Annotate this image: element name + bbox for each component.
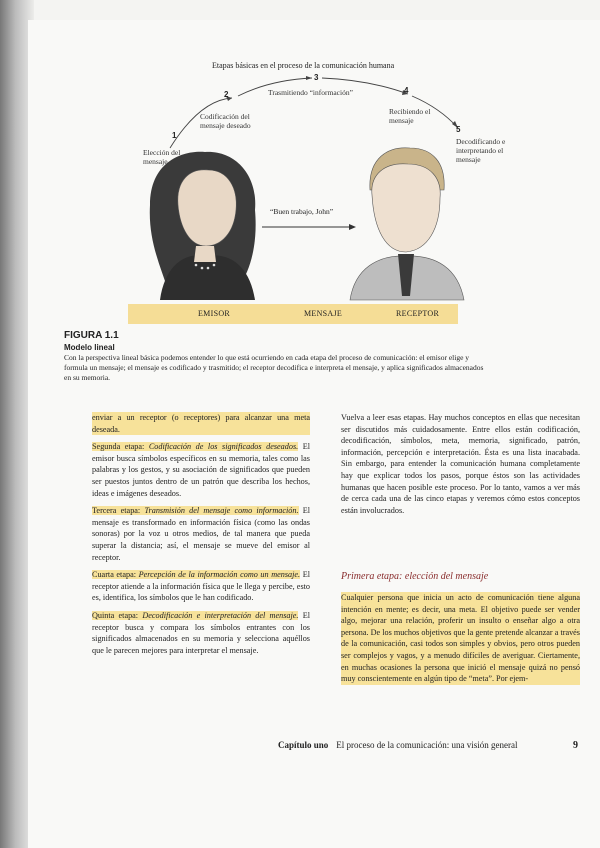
figure-caption-subtitle: Modelo lineal bbox=[64, 343, 115, 352]
stage-body: El receptor atiende a la información física que le llega y percibe, esto es, identifica, los símbolos que le han codificado. bbox=[92, 570, 310, 603]
left-paragraph-3 bbox=[92, 505, 310, 563]
sender-woman-illustration bbox=[150, 152, 256, 300]
left-paragraph-1: enviar a un receptor (o receptores) para alcanzar una meta deseada. bbox=[92, 413, 310, 434]
right-column-intro bbox=[341, 412, 580, 522]
running-footer bbox=[278, 740, 517, 750]
stage-title: Codificación de los significados deseados. bbox=[148, 442, 299, 452]
step-label-2: Codificación del mensaje deseado bbox=[200, 112, 251, 130]
right-column-body bbox=[341, 592, 580, 691]
figure-caption-label: FIGURA 1.1 bbox=[64, 330, 119, 341]
receiver-man-illustration bbox=[350, 148, 464, 300]
step-number-4: 4 bbox=[404, 86, 409, 95]
figure-title: Etapas básicas en el proceso de la comunicación humana bbox=[212, 61, 395, 70]
band-receptor: RECEPTOR bbox=[396, 309, 440, 318]
left-paragraph-2 bbox=[92, 441, 310, 499]
figure-caption-text: Con la perspectiva lineal básica podemos entender lo que está ocurriendo en cada etapa del proceso de comunicación: el emisor elige y formula un mensaje; el mensaje es codificado y trasmitido; el receptor decodifica e interpreta el mensaje, y aplica significados almacenados en su memoria. bbox=[64, 353, 484, 382]
right-paragraph-1: Vuelva a leer esas etapas. Hay muchos conceptos en ellas que necesitan ser discutidos más cuidadosamente. Entre ellos están codificación, decodificación, símbolos, meta, memoria, significado, patrón, información, percepción e interpretación. Ésta es una lista inacabada. Sin embargo, para entender la comunicación humana completamente hay que explicar todos los pasos, porque éstos son las actividades humanas que hacen posible este proceso. Por lo tanto, vamos a ver más de cerca cada una de las cinco etapas y veremos cómo estos conceptos están involucrados. bbox=[341, 413, 580, 515]
step-label-3: Trasmitiendo “información” bbox=[268, 88, 353, 97]
step-label-4: Recibiendo el mensaje bbox=[389, 107, 431, 125]
footer-chapter: Capítulo uno bbox=[278, 740, 329, 750]
stage-title: Percepción de la información como un mensaje. bbox=[138, 570, 301, 580]
stage-lead: Tercera etapa: bbox=[92, 506, 145, 516]
step-label-1: Elección del mensaje bbox=[143, 148, 181, 166]
stage-body: El receptor busca y compara los símbolos entrantes con los significados almacenados en su memoria y selecciona aquéllos que le parecen mejores para interpretar el mensaje. bbox=[92, 610, 310, 655]
roles-band bbox=[128, 304, 458, 324]
footer-title: El proceso de la comunicación: una visión general bbox=[336, 740, 518, 750]
left-paragraph-4 bbox=[92, 569, 310, 604]
stage-title: Decodificación e interpretación del mensaje. bbox=[142, 610, 299, 620]
band-mensaje: MENSAJE bbox=[304, 309, 343, 318]
step-number-5: 5 bbox=[456, 125, 461, 134]
right-paragraph-2: Cualquier persona que inicia un acto de comunicación tiene alguna intención en mente; es decir, una meta. El objetivo puede ser vender algo, mejorar una relación, proferir un insulto o enseñar algo a otra persona. De los muchos objetivos que la gente pretende alcanzar a través de la comunicación, casi todos son simples y obvios, pero otros pueden ser complejos y vagos, y a menudo difíciles de averiguar. Ciertamente, en muchas ocasiones la persona que inició el mensaje quizá no pensó muy conscientemente en algún tipo de “meta”. Por ejem- bbox=[341, 593, 580, 684]
stage-body: El emisor busca símbolos específicos en su memoria, tales como las palabras y los gestos, y su asociación de significados que pueden ser puestos juntos dentro de un patrón que describa los hechos, ideas e imágenes deseados. bbox=[92, 442, 310, 498]
stage-lead: Cuarta etapa: bbox=[92, 570, 139, 580]
step-number-3: 3 bbox=[314, 73, 319, 82]
left-column bbox=[92, 412, 310, 662]
step-label-5: Decodificando e interpretando el mensaje bbox=[456, 137, 506, 164]
stage-title: Transmisión del mensaje como información. bbox=[144, 506, 299, 516]
step-number-1: 1 bbox=[172, 131, 177, 140]
band-emisor: EMISOR bbox=[198, 309, 231, 318]
step-number-2: 2 bbox=[224, 90, 229, 99]
left-paragraph-5 bbox=[92, 610, 310, 656]
stage-lead: Segunda etapa: bbox=[92, 442, 149, 452]
stage-body: El mensaje es transformado en información física (como las ondas sonoras) por la voz u otros medios, de tal manera que pueda superar la distancia; así, el mensaje se mueve del emisor al receptor. bbox=[92, 506, 311, 562]
speech-text: “Buen trabajo, John” bbox=[270, 207, 334, 216]
page-number: 9 bbox=[573, 740, 578, 751]
section-title: Primera etapa: elección del mensaje bbox=[341, 571, 489, 582]
stage-lead: Quinta etapa: bbox=[92, 610, 143, 620]
